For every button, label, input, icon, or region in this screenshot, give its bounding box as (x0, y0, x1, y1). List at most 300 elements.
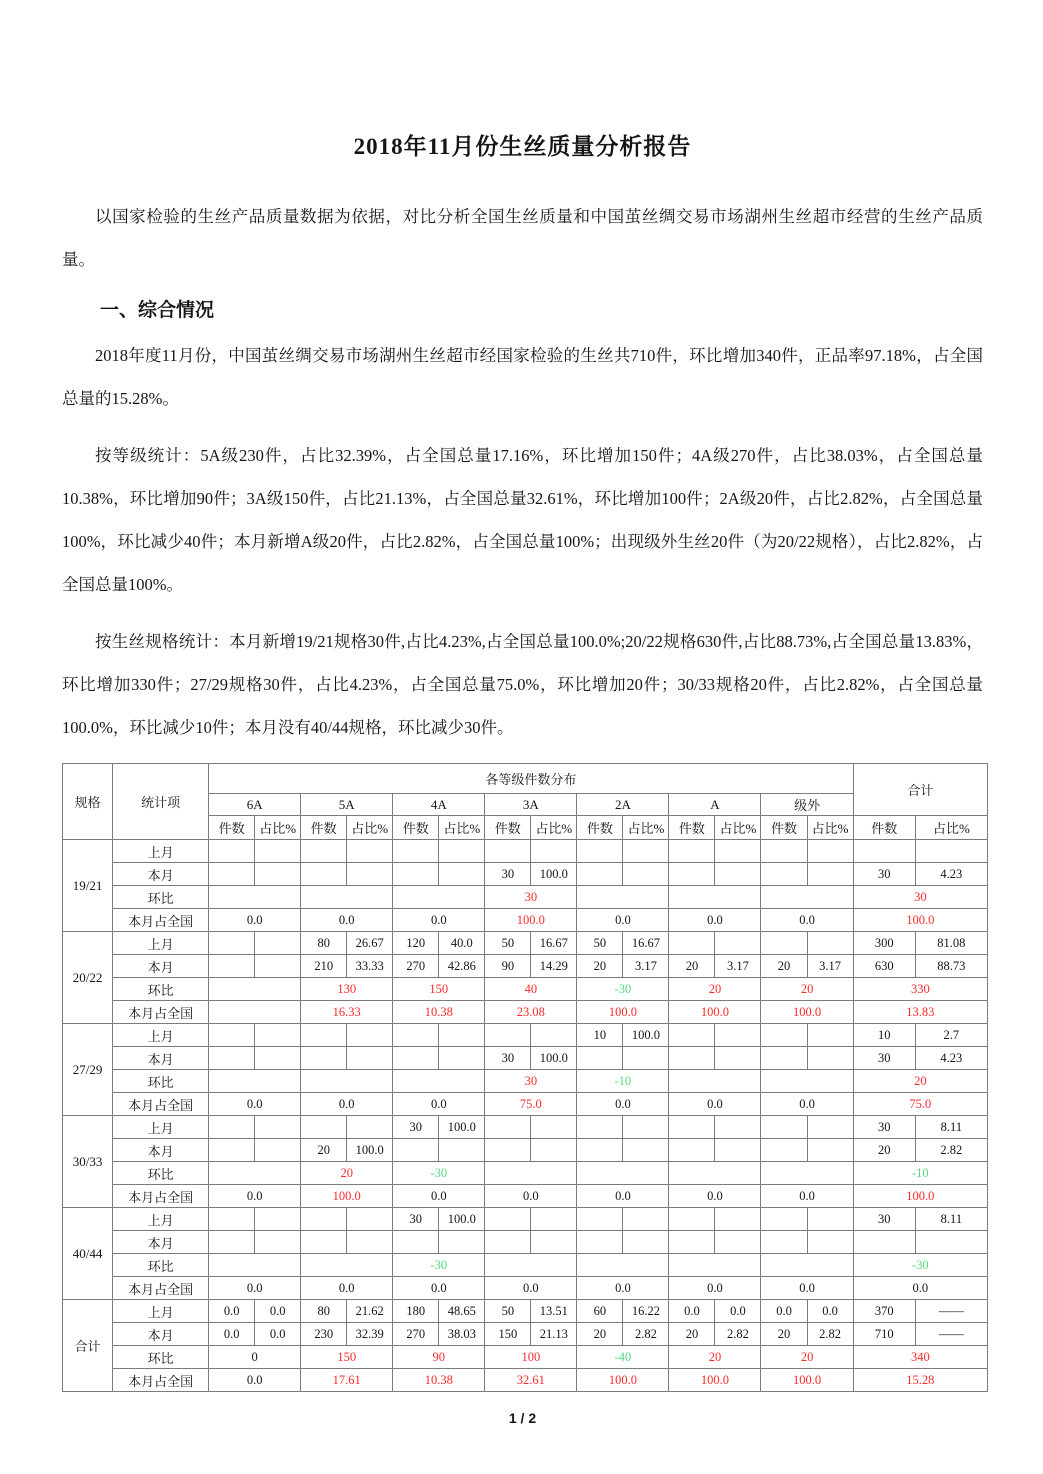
value-cell (255, 1024, 301, 1047)
value-cell: 17.61 (301, 1369, 393, 1392)
value-cell (393, 1070, 485, 1093)
value-cell (761, 1047, 807, 1070)
value-cell: 30 (485, 863, 531, 886)
value-cell: 75.0 (485, 1093, 577, 1116)
value-cell: 100.0 (439, 1208, 485, 1231)
value-cell: 30 (393, 1208, 439, 1231)
value-cell: 100.0 (669, 1369, 761, 1392)
value-cell: 20 (761, 1323, 807, 1346)
value-cell (485, 1162, 577, 1185)
value-cell (807, 1231, 853, 1254)
value-cell (209, 1024, 255, 1047)
value-cell (715, 1231, 761, 1254)
value-cell (393, 886, 485, 909)
value-cell: 100.0 (761, 1369, 853, 1392)
value-cell (255, 863, 301, 886)
value-cell (301, 1254, 393, 1277)
table-row (63, 1369, 988, 1392)
value-cell: 32.39 (347, 1323, 393, 1346)
value-cell (715, 1208, 761, 1231)
value-cell (393, 1024, 439, 1047)
value-cell: -30 (577, 978, 669, 1001)
value-cell (301, 863, 347, 886)
value-cell: 100.0 (623, 1024, 669, 1047)
value-cell (807, 1024, 853, 1047)
value-cell: 0.0 (393, 909, 485, 932)
col-header-count: 件数 (761, 816, 807, 840)
value-cell (807, 1208, 853, 1231)
value-cell: 30 (853, 1208, 915, 1231)
value-cell (623, 863, 669, 886)
value-cell: 2.82 (807, 1323, 853, 1346)
value-cell (255, 1047, 301, 1070)
value-cell (485, 1208, 531, 1231)
value-cell: 0.0 (209, 1093, 301, 1116)
value-cell (623, 1047, 669, 1070)
value-cell: 30 (853, 863, 915, 886)
value-cell: 3.17 (715, 955, 761, 978)
value-cell (209, 1070, 301, 1093)
value-cell: 16.33 (301, 1001, 393, 1024)
value-cell: 90 (393, 1346, 485, 1369)
value-cell: 150 (393, 978, 485, 1001)
value-cell (347, 1047, 393, 1070)
value-cell: 80 (301, 1300, 347, 1323)
value-cell (439, 1231, 485, 1254)
value-cell (715, 1024, 761, 1047)
value-cell: 50 (485, 1300, 531, 1323)
value-cell: 13.83 (853, 1001, 987, 1024)
value-cell: 20 (761, 955, 807, 978)
value-cell: 0.0 (761, 1277, 853, 1300)
value-cell: 0.0 (577, 1277, 669, 1300)
value-cell (853, 840, 915, 863)
table-row (63, 1162, 988, 1185)
value-cell (531, 1139, 577, 1162)
value-cell (669, 1139, 715, 1162)
value-cell (915, 1231, 987, 1254)
value-cell (209, 932, 255, 955)
value-cell: 20 (669, 1323, 715, 1346)
table-row (63, 1139, 988, 1162)
silk-quality-table (62, 763, 988, 1392)
stat-label: 环比 (113, 1162, 209, 1185)
value-cell (439, 840, 485, 863)
value-cell: 2.82 (915, 1139, 987, 1162)
section-heading: 一、综合情况 (100, 300, 215, 321)
value-cell: 710 (853, 1323, 915, 1346)
page-title: 2018年11月份生丝质量分析报告 (353, 134, 692, 159)
value-cell (485, 840, 531, 863)
value-cell: 32.61 (485, 1369, 577, 1392)
table-row (63, 1277, 988, 1300)
value-cell: 20 (669, 978, 761, 1001)
value-cell: 21.62 (347, 1300, 393, 1323)
col-header-grade: 5A (301, 794, 393, 816)
stat-label: 本月占全国 (113, 1185, 209, 1208)
value-cell (761, 932, 807, 955)
value-cell (301, 840, 347, 863)
value-cell: 10 (853, 1024, 915, 1047)
table-row (63, 1300, 988, 1323)
value-cell: 20 (301, 1162, 393, 1185)
stat-label: 本月 (113, 1139, 209, 1162)
value-cell (209, 886, 301, 909)
value-cell (209, 840, 255, 863)
table-row (63, 1070, 988, 1093)
value-cell (301, 1024, 347, 1047)
value-cell: 2.7 (915, 1024, 987, 1047)
value-cell (301, 1070, 393, 1093)
value-cell (669, 1070, 761, 1093)
value-cell: 80 (301, 932, 347, 955)
value-cell (301, 1116, 347, 1139)
value-cell: 210 (301, 955, 347, 978)
value-cell (209, 1162, 301, 1185)
value-cell: 230 (301, 1323, 347, 1346)
value-cell: 100.0 (853, 909, 987, 932)
value-cell (807, 1116, 853, 1139)
value-cell (623, 1208, 669, 1231)
value-cell (255, 1116, 301, 1139)
value-cell (669, 1231, 715, 1254)
value-cell: 0.0 (209, 1300, 255, 1323)
value-cell (531, 840, 577, 863)
value-cell: 8.11 (915, 1208, 987, 1231)
table-header (63, 764, 988, 840)
value-cell: 100.0 (669, 1001, 761, 1024)
value-cell (209, 1001, 301, 1024)
col-header-grade: A (669, 794, 761, 816)
value-cell: 0.0 (255, 1300, 301, 1323)
value-cell (761, 1024, 807, 1047)
value-cell: 30 (485, 1047, 531, 1070)
value-cell: 0.0 (669, 1093, 761, 1116)
value-cell: 90 (485, 955, 531, 978)
col-header-count: 件数 (393, 816, 439, 840)
table-row (63, 1047, 988, 1070)
stat-label: 上月 (113, 1024, 209, 1047)
value-cell: 60 (577, 1300, 623, 1323)
col-header-total: 合计 (853, 764, 987, 816)
value-cell: -10 (577, 1070, 669, 1093)
value-cell: 100.0 (577, 1369, 669, 1392)
value-cell: 2.82 (715, 1323, 761, 1346)
value-cell: 10.38 (393, 1001, 485, 1024)
stat-label: 本月 (113, 1231, 209, 1254)
value-cell: 0 (209, 1346, 301, 1369)
value-cell: 180 (393, 1300, 439, 1323)
col-header-pct: 占比% (255, 816, 301, 840)
stat-label: 本月占全国 (113, 1001, 209, 1024)
col-header-count: 件数 (577, 816, 623, 840)
value-cell (669, 1162, 761, 1185)
value-cell (577, 840, 623, 863)
table-row (63, 1254, 988, 1277)
value-cell (255, 932, 301, 955)
value-cell (577, 886, 669, 909)
value-cell: 30 (853, 1116, 915, 1139)
value-cell: 8.11 (915, 1116, 987, 1139)
col-header-pct: 占比% (623, 816, 669, 840)
value-cell: 0.0 (669, 1300, 715, 1323)
table-row (63, 978, 988, 1001)
value-cell (301, 886, 393, 909)
value-cell: 20 (853, 1139, 915, 1162)
col-header-distribution: 各等级件数分布 (209, 764, 854, 794)
value-cell (807, 1047, 853, 1070)
value-cell: 630 (853, 955, 915, 978)
value-cell: 40 (485, 978, 577, 1001)
value-cell (393, 1047, 439, 1070)
value-cell: 48.65 (439, 1300, 485, 1323)
stat-label: 环比 (113, 1254, 209, 1277)
value-cell (255, 1208, 301, 1231)
value-cell (761, 1208, 807, 1231)
value-cell: 150 (301, 1346, 393, 1369)
table-row (63, 1323, 988, 1346)
value-cell: 100.0 (301, 1185, 393, 1208)
value-cell (531, 1024, 577, 1047)
value-cell: 300 (853, 932, 915, 955)
value-cell: 0.0 (761, 1185, 853, 1208)
value-cell (761, 840, 807, 863)
value-cell (915, 840, 987, 863)
value-cell (301, 1208, 347, 1231)
value-cell (485, 1231, 531, 1254)
value-cell: 33.33 (347, 955, 393, 978)
value-cell (347, 1116, 393, 1139)
value-cell: 38.03 (439, 1323, 485, 1346)
value-cell: 0.0 (577, 909, 669, 932)
value-cell: 100.0 (853, 1185, 987, 1208)
value-cell: 2.82 (623, 1323, 669, 1346)
stat-label: 上月 (113, 1208, 209, 1231)
value-cell: 340 (853, 1346, 987, 1369)
value-cell: 16.67 (623, 932, 669, 955)
value-cell: 0.0 (485, 1185, 577, 1208)
value-cell: 30 (853, 1047, 915, 1070)
value-cell: 100.0 (531, 1047, 577, 1070)
col-header-count: 件数 (209, 816, 255, 840)
table-row (63, 1093, 988, 1116)
table-row (63, 863, 988, 886)
value-cell (209, 1139, 255, 1162)
value-cell (577, 1116, 623, 1139)
value-cell: 100.0 (577, 1001, 669, 1024)
value-cell (439, 1024, 485, 1047)
stat-label: 本月 (113, 955, 209, 978)
value-cell: 30 (485, 886, 577, 909)
col-header-stat-item: 统计项 (113, 764, 209, 840)
value-cell: 0.0 (301, 1093, 393, 1116)
value-cell: 20 (669, 1346, 761, 1369)
value-cell (347, 840, 393, 863)
value-cell: 20 (301, 1139, 347, 1162)
col-header-count: 件数 (669, 816, 715, 840)
value-cell: 0.0 (209, 1369, 301, 1392)
value-cell: 10.38 (393, 1369, 485, 1392)
col-header-pct: 占比% (347, 816, 393, 840)
value-cell (301, 1231, 347, 1254)
value-cell: 0.0 (669, 1277, 761, 1300)
value-cell (669, 1024, 715, 1047)
value-cell (761, 1139, 807, 1162)
stat-label: 本月占全国 (113, 1093, 209, 1116)
value-cell: 120 (393, 932, 439, 955)
table-row (63, 1346, 988, 1369)
table-row (63, 1231, 988, 1254)
value-cell (807, 840, 853, 863)
grade-stats-paragraph: 按等级统计：5A级230件，占比32.39%，占全国总量17.16%，环比增加150件；4A级270件，占比38.03%，占全国总量10.38%，环比增加90件；3A级150件，占比21.13%，占全国总量32.61%，环比增加100件；2A级20件，占比2.82%，占全国总量100%，环比减少40件；本月新增A级20件，占比2.82%，占全国总量100%；出现级外生丝20件（为20/22规格），占比2.82%，占全国总量100%。 (62, 446, 983, 594)
stat-label: 上月 (113, 932, 209, 955)
value-cell: 16.67 (531, 932, 577, 955)
value-cell: 20 (577, 1323, 623, 1346)
value-cell: 0.0 (255, 1323, 301, 1346)
value-cell (347, 1024, 393, 1047)
value-cell (577, 863, 623, 886)
value-cell: 50 (485, 932, 531, 955)
col-header-count: 件数 (853, 816, 915, 840)
value-cell (209, 1254, 301, 1277)
value-cell: 100 (485, 1346, 577, 1369)
value-cell: 0.0 (853, 1277, 987, 1300)
value-cell (255, 1231, 301, 1254)
value-cell: 0.0 (209, 1185, 301, 1208)
value-cell: 0.0 (485, 1277, 577, 1300)
col-header-grade: 级外 (761, 794, 853, 816)
stat-label: 本月占全国 (113, 909, 209, 932)
value-cell (393, 840, 439, 863)
stat-label: 本月占全国 (113, 1277, 209, 1300)
spec-cell: 40/44 (63, 1208, 113, 1300)
value-cell (669, 886, 761, 909)
value-cell (393, 1139, 439, 1162)
value-cell: 0.0 (577, 1093, 669, 1116)
stat-label: 环比 (113, 978, 209, 1001)
value-cell (623, 1139, 669, 1162)
value-cell: 0.0 (393, 1185, 485, 1208)
spec-cell: 30/33 (63, 1116, 113, 1208)
value-cell: 0.0 (761, 909, 853, 932)
table-row (63, 886, 988, 909)
col-header-grade: 6A (209, 794, 301, 816)
value-cell (439, 863, 485, 886)
value-cell (715, 1047, 761, 1070)
value-cell (439, 1047, 485, 1070)
value-cell: 16.22 (623, 1300, 669, 1323)
table-row (63, 1024, 988, 1047)
value-cell (623, 1116, 669, 1139)
value-cell: 20 (669, 955, 715, 978)
value-cell (715, 840, 761, 863)
table-row (63, 909, 988, 932)
value-cell (761, 1254, 853, 1277)
table-row (63, 1001, 988, 1024)
value-cell (531, 1208, 577, 1231)
value-cell (623, 1231, 669, 1254)
value-cell (255, 840, 301, 863)
table-row (63, 1185, 988, 1208)
value-cell: 20 (853, 1070, 987, 1093)
stat-label: 上月 (113, 840, 209, 863)
table-row (63, 932, 988, 955)
value-cell: 100.0 (439, 1116, 485, 1139)
table-row (63, 840, 988, 863)
value-cell (577, 1254, 669, 1277)
stat-label: 本月 (113, 1047, 209, 1070)
value-cell: 81.08 (915, 932, 987, 955)
value-cell: 21.13 (531, 1323, 577, 1346)
value-cell (209, 1116, 255, 1139)
value-cell: 150 (485, 1323, 531, 1346)
value-cell (255, 1139, 301, 1162)
value-cell: 0.0 (301, 1277, 393, 1300)
value-cell: 100.0 (761, 1001, 853, 1024)
value-cell: 14.29 (531, 955, 577, 978)
value-cell (853, 1231, 915, 1254)
value-cell (669, 1254, 761, 1277)
value-cell (439, 1139, 485, 1162)
value-cell (209, 1231, 255, 1254)
value-cell: 100.0 (485, 909, 577, 932)
col-header-grade: 4A (393, 794, 485, 816)
header-row (63, 764, 988, 794)
value-cell (577, 1139, 623, 1162)
col-header-pct: 占比% (715, 816, 761, 840)
value-cell (669, 932, 715, 955)
value-cell: 50 (577, 932, 623, 955)
table-row (63, 955, 988, 978)
col-header-pct: 占比% (439, 816, 485, 840)
stat-label: 环比 (113, 1346, 209, 1369)
value-cell: 0.0 (301, 909, 393, 932)
value-cell (209, 1208, 255, 1231)
value-cell (761, 886, 853, 909)
value-cell: -40 (577, 1346, 669, 1369)
value-cell: 75.0 (853, 1093, 987, 1116)
value-cell (715, 1116, 761, 1139)
value-cell (761, 1070, 853, 1093)
value-cell (669, 1047, 715, 1070)
value-cell (669, 863, 715, 886)
spec-cell: 合计 (63, 1300, 113, 1392)
value-cell (485, 1116, 531, 1139)
value-cell: 0.0 (209, 1323, 255, 1346)
value-cell: -30 (853, 1254, 987, 1277)
value-cell: 88.73 (915, 955, 987, 978)
value-cell (485, 1024, 531, 1047)
page-number: 1 / 2 (508, 1410, 537, 1426)
value-cell: 15.28 (853, 1369, 987, 1392)
value-cell: 0.0 (393, 1093, 485, 1116)
stat-label: 上月 (113, 1300, 209, 1323)
value-cell (485, 1139, 531, 1162)
col-header-grade: 2A (577, 794, 669, 816)
value-cell: 10 (577, 1024, 623, 1047)
spec-cell: 20/22 (63, 932, 113, 1024)
value-cell (209, 978, 301, 1001)
value-cell: 4.23 (915, 1047, 987, 1070)
value-cell (393, 863, 439, 886)
stat-label: 环比 (113, 1070, 209, 1093)
value-cell (577, 1047, 623, 1070)
spec-cell: 19/21 (63, 840, 113, 932)
col-header-pct: 占比% (915, 816, 987, 840)
stat-label: 环比 (113, 886, 209, 909)
value-cell (577, 1162, 669, 1185)
table-row (63, 1116, 988, 1139)
